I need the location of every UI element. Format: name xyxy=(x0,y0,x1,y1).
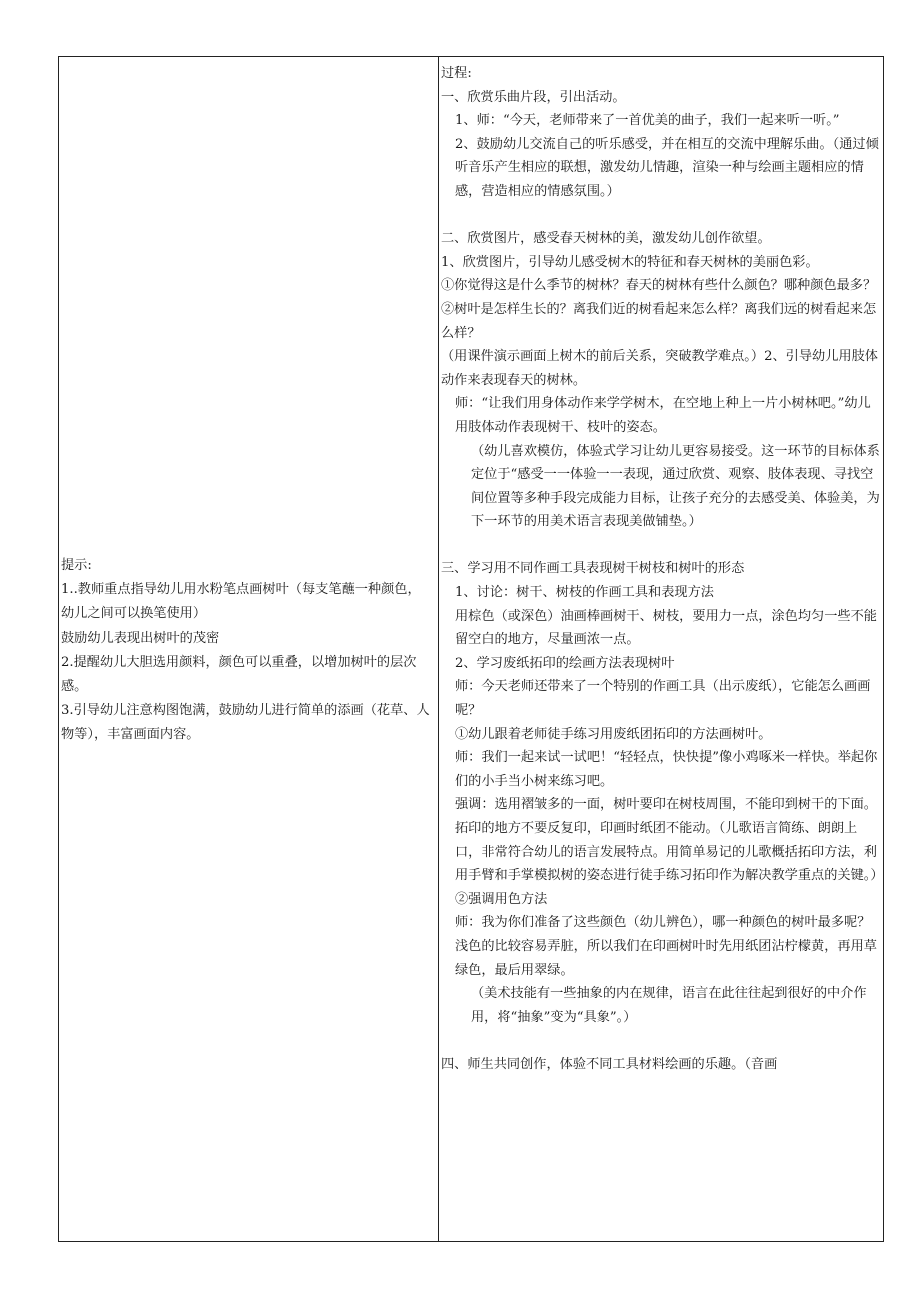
lesson-plan-table xyxy=(58,56,884,1242)
paragraph: ①幼儿跟着老师徒手练习用废纸团拓印的方法画树叶。 xyxy=(455,726,772,742)
hint-1-extra: 鼓励幼儿表现出树叶的茂密 xyxy=(61,630,220,646)
paragraph: 1、师：“今天，老师带来了一首优美的曲子，我们一起来听一听。” xyxy=(455,113,840,129)
process-cell xyxy=(439,57,884,1241)
paragraph: （美术技能有一些抽象的内在规律，语言在此往往起到很好的中介作用，将“抽象”变为“具象”。） xyxy=(471,986,867,1025)
paragraph: （幼儿喜欢模仿，体验式学习让幼儿更容易接受。这一环节的目标体系定位于“感受一一体验一一表现，通过欣赏、观察、肢体表现、寻找空间位置等多种手段完成能力目标，让孩子充分的去感受美、体验美，为下一环节的用美术语言表现美做铺垫。） xyxy=(471,443,880,530)
paragraph: 强调：选用褶皱多的一面，树叶要印在树枝周围，不能印到树干的下面。拓印的地方不要反复印，印画时纸团不能动。（儿歌语言简练、朗朗上口，非常符合幼儿的语言发展特点。用简单易记的儿歌概括拓印方法，利用手臂和手掌模拟树的姿态进行徒手练习拓印作为解决教学重点的关键。） xyxy=(455,797,884,884)
section-1-heading: 一、欣赏乐曲片段，引出活动。 xyxy=(441,89,626,105)
paragraph: （用课件演示画面上树木的前后关系，突破教学难点。）2、引导幼儿用肢体动作来表现春天的树林。 xyxy=(441,349,878,388)
paragraph: ②树叶是怎样生长的？离我们近的树看起来怎么样？离我们远的树看起来怎么样？ xyxy=(441,301,877,341)
paragraph: 师：我们一起来试一试吧！“轻轻点，快快提”像小鸡啄米一样快。举起你们的小手当小树来练习吧。 xyxy=(455,750,878,789)
paragraph: ①你觉得这是什么季节的树林？春天的树林有些什么颜色？哪种颜色最多？ xyxy=(441,278,877,294)
paragraph: 1、讨论：树干、树枝的作画工具和表现方法 xyxy=(455,585,714,601)
paragraph: 师：“让我们用身体动作来学学树木，在空地上种上一片小树林吧。”幼儿用肢体动作表现树干、枝叶的姿态。 xyxy=(455,396,871,435)
hint-1: 1..教师重点指导幼儿用水粉笔点画树叶（每支笔蘸一种颜色，幼儿之间可以换笔使用） xyxy=(61,582,421,622)
section-2-heading: 二、欣赏图片，感受春天树林的美，激发幼儿创作欲望。 xyxy=(441,231,771,247)
paragraph: 师：我为你们准备了这些颜色（幼儿辨色），哪一种颜色的树叶最多呢？浅色的比较容易弄脏，所以我们在印画树叶时先用纸团沾柠檬黄，再用草绿色，最后用翠绿。 xyxy=(455,915,877,978)
hint-2: 2.提醒幼儿大胆选用颜料，颜色可以重叠，以增加树叶的层次感。 xyxy=(61,654,417,695)
paragraph: 1、欣赏图片，引导幼儿感受树木的特征和春天树林的美丽色彩。 xyxy=(441,254,819,270)
section-3-heading: 三、学习用不同作画工具表现树干树枝和树叶的形态 xyxy=(441,561,745,577)
paragraph: ②强调用色方法 xyxy=(455,891,548,907)
process-title: 过程: xyxy=(441,66,472,81)
hints-text xyxy=(61,554,433,748)
process-text xyxy=(441,62,882,1077)
paragraph: 2、学习废纸拓印的绘画方法表现树叶 xyxy=(455,655,675,671)
paragraph: 师：今天老师还带来了一个特别的作画工具（出示废纸），它能怎么画画呢？ xyxy=(455,679,871,719)
section-4-heading: 四、师生共同创作，体验不同工具材料绘画的乐趣。（音画 xyxy=(441,1056,778,1072)
hints-cell xyxy=(59,57,438,1241)
paragraph: 用棕色（或深色）油画棒画树干、树枝，要用力一点，涂色均匀一些不能留空白的地方，尽量画浓一点。 xyxy=(455,608,877,648)
hint-3: 3.引导幼儿注意构图饱满，鼓励幼儿进行简单的添画（花草、人物等），丰富画面内容。 xyxy=(61,703,430,743)
hints-title: 提示: xyxy=(61,558,92,573)
paragraph: 2、鼓励幼儿交流自己的听乐感受，并在相互的交流中理解乐曲。（通过倾听音乐产生相应的联想，激发幼儿情趣，渲染一种与绘画主题相应的情感，营造相应的情感氛围。） xyxy=(455,136,879,199)
